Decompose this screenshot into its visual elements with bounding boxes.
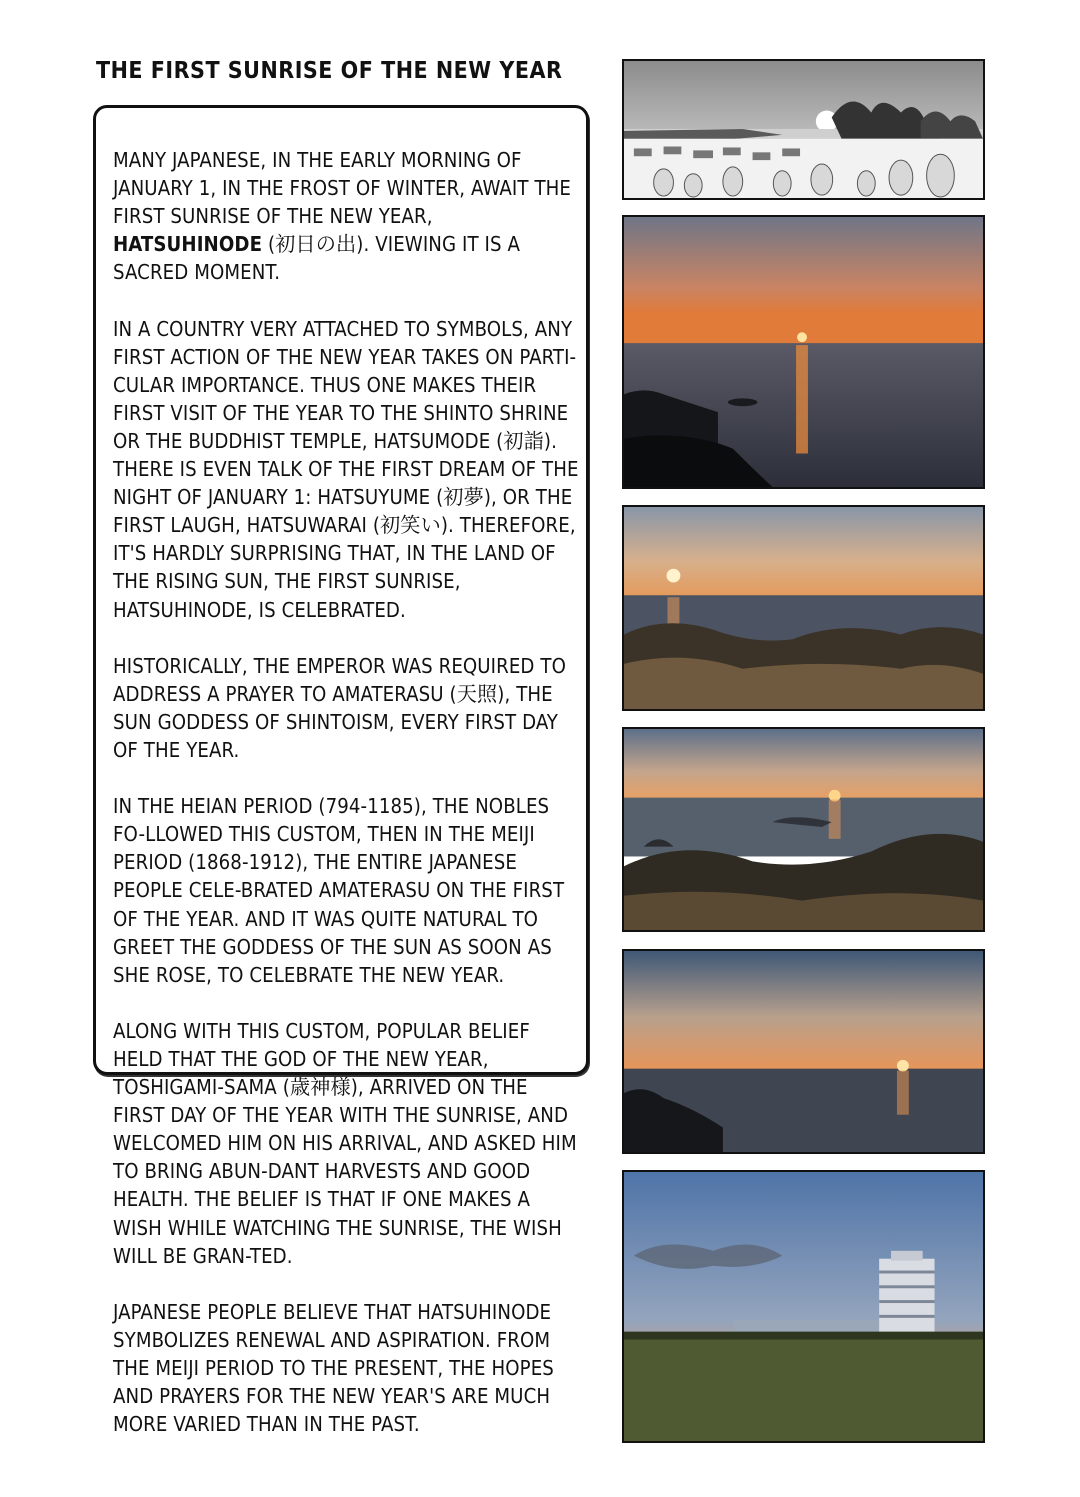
photo-manga-crowd [622, 59, 985, 200]
paragraph-5: ALONG WITH THIS CUSTOM, POPULAR BELIEF HELD THAT THE GOD OF THE NEW YEAR, TOSHIGAMI-SAMA (歳神様), ARRIVED ON THE FIRST DAY OF THE YEAR WITH THE SUNRISE, AND WELCOMED HIM ON HIS ARRIVAL, AND ASKED HIM TO BRING ABUN-DANT HARVESTS AND GOOD HEALTH. THE BELIEF IS THAT IF ONE MAKES A WISH WHILE WATCHING THE SUNRISE, THE WISH WILL BE GRAN-TED. [113, 1018, 577, 1268]
paragraph-6: JAPANESE PEOPLE BELIEVE THAT HATSUHINODE SYMBOLIZES RENEWAL AND ASPIRATION. FROM THE MEIJI PERIOD TO THE PRESENT, THE HOPES AND PRAYERS FOR THE NEW YEAR'S ARE MUCH MORE VARIED THAN IN THE PAST. [113, 1299, 554, 1437]
paragraph-4: IN THE HEIAN PERIOD (794-1185), THE NOBLES FO-LLOWED THIS CUSTOM, THEN IN THE MEIJI PERIOD (1868-1912), THE ENTIRE JAPANESE PEOPLE CELE-BRATED AMATERASU ON THE FIRST OF THE YEAR. AND IT WAS QUITE NATURAL TO GREET THE GODDESS OF THE SUN AS SOON AS SHE ROSE, TO CELEBRATE THE NEW YEAR. [113, 794, 565, 987]
text-panel [113, 146, 583, 1466]
photo-sunrise-calm [622, 949, 985, 1154]
paragraph-2: IN A COUNTRY VERY ATTACHED TO SYMBOLS, ANY FIRST ACTION OF THE NEW YEAR TAKES ON PARTI-CULAR IMPORTANCE. THUS ONE MAKES THEIR FIRST VISIT OF THE YEAR TO THE SHINTO SHRINE OR THE BUDDHIST TEMPLE, HATSUMODE (初詣). THERE IS EVEN TALK OF THE FIRST DREAM OF THE NIGHT OF JANUARY 1: HATSUYUME (初夢), OR THE FIRST LAUGH, HATSUWARAI (初笑い). THEREFORE, IT'S HARDLY SURPRISING THAT, IN THE LAND OF THE RISING SUN, THE FIRST SUNRISE, HATSUHINODE, IS CELEBRATED. [113, 316, 579, 622]
paragraph-1-bold: HATSUHINODE [113, 232, 263, 257]
paragraph-1 [113, 146, 583, 286]
page-title: THE FIRST SUNRISE OF THE NEW YEAR [96, 58, 563, 84]
paragraph-1-text: MANY JAPANESE, IN THE EARLY MORNING OF JANUARY 1, IN THE FROST OF WINTER, AWAIT THE FIRST SUNRISE OF THE NEW YEAR, [113, 148, 571, 229]
photo-sunrise-sea-1 [622, 215, 985, 489]
photo-sunrise-rocks [622, 727, 985, 932]
photo-lighthouse [622, 1170, 985, 1443]
photo-sunrise-sea-2 [622, 505, 985, 711]
paragraph-1-end: (初日の出). VIEWING IT IS A SACRED MOMENT. [113, 232, 520, 285]
paragraph-3: HISTORICALLY, THE EMPEROR WAS REQUIRED TO ADDRESS A PRAYER TO AMATERASU (天照), THE SUN GODDESS OF SHINTOISM, EVERY FIRST DAY OF THE YEAR. [113, 653, 566, 762]
